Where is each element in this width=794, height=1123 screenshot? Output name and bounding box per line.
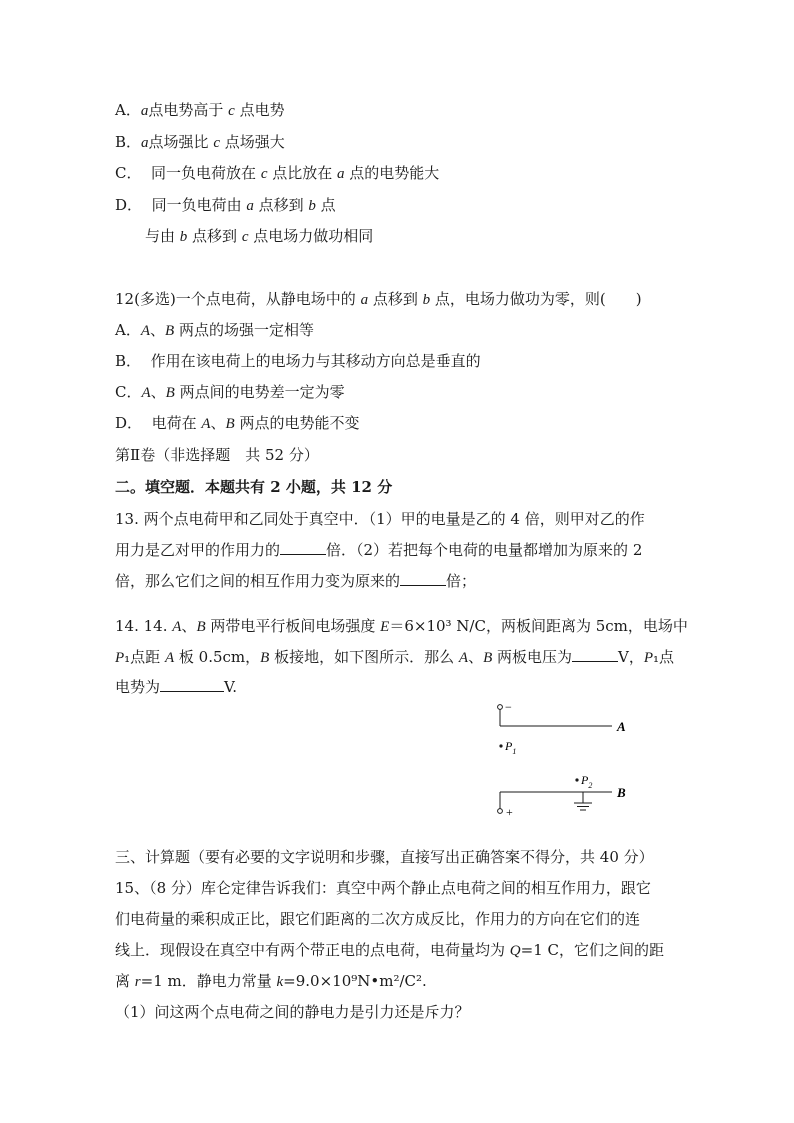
terminal-minus-sign: − bbox=[505, 700, 512, 714]
section-three-title: 三、计算题（要有必要的文字说明和步骤，直接写出正确答案不得分，共 40 分） bbox=[115, 848, 654, 866]
text-run: 线上．现假设在真空中有两个带正电的点电荷，电荷量均为 bbox=[115, 941, 510, 959]
text-run: 电荷在 bbox=[151, 414, 202, 432]
text-run: 同一负电荷放在 bbox=[151, 164, 261, 182]
math-variable: c bbox=[260, 166, 268, 182]
text-run: V， bbox=[618, 648, 644, 666]
math-variable: A bbox=[140, 323, 151, 339]
text-run: 两板电压为 bbox=[492, 648, 573, 666]
math-variable: A bbox=[458, 650, 469, 666]
q14-line-3: 电势为 V. bbox=[115, 678, 237, 696]
q13-line-3: 倍，那么它们之间的相互作用力变为原来的 倍； bbox=[115, 572, 477, 590]
q12-option-d: D． 电荷在 A、B 两点的电势能不变 bbox=[115, 414, 360, 432]
text-run: =1 C，它们之间的距 bbox=[520, 941, 664, 959]
math-variable: A bbox=[172, 619, 182, 635]
text-run: 点场强大 bbox=[219, 133, 285, 151]
math-variable: B bbox=[196, 619, 206, 635]
text-run: 板接地，如下图所示．那么 bbox=[269, 648, 459, 666]
text-run: 两点的场强一定相等 bbox=[174, 321, 314, 339]
text-run: 、 bbox=[150, 321, 166, 339]
q12-stem bbox=[115, 289, 642, 310]
q15-line-2: 们电荷量的乘积成正比，跟它们距离的二次方成反比，作用力的方向在它们的连 bbox=[115, 910, 641, 928]
q15-line-3 bbox=[115, 940, 664, 961]
math-variable: b bbox=[422, 292, 431, 308]
text-run: 两点间的电势差一定为零 bbox=[174, 383, 345, 401]
q14-blank-1[interactable] bbox=[572, 646, 618, 662]
text-run: 离 bbox=[115, 972, 135, 990]
terminal-plus-sign: + bbox=[506, 805, 513, 819]
text-run: ₁点 bbox=[653, 648, 675, 666]
text-run: 点的电势能大 bbox=[344, 164, 440, 182]
math-variable: B bbox=[165, 385, 175, 401]
q15-line-1: 15、（8 分）库仑定律告诉我们：真空中两个静止点电荷之间的相互作用力，跟它 bbox=[115, 879, 651, 897]
terminal-b-circle bbox=[498, 809, 503, 814]
math-variable: P bbox=[115, 650, 125, 666]
q11-option-d: D． 同一负电荷由 a 点移到 b 点 bbox=[115, 196, 336, 214]
q15-question-1: （1）问这两个点电荷之间的静电力是引力还是斥力？ bbox=[115, 1003, 470, 1021]
q13-blank-1[interactable] bbox=[280, 539, 326, 555]
q11-option-a: A．a点电势高于 c 点电势 bbox=[115, 101, 285, 119]
text-run: 点电势高于 bbox=[148, 101, 229, 119]
math-variable: a bbox=[141, 135, 149, 151]
text-run: 点，电场力做功为零，则( ) bbox=[430, 290, 642, 308]
plate-a-label: A bbox=[617, 719, 626, 734]
parallel-plates-figure bbox=[488, 700, 638, 822]
text-run: 点比放在 bbox=[267, 164, 338, 182]
text-run: 14. 14. bbox=[115, 617, 173, 635]
part-two-title: 第Ⅱ卷（非选择题 共 52 分） bbox=[115, 446, 319, 464]
plate-b-label: B bbox=[617, 785, 626, 800]
math-variable: B bbox=[483, 650, 493, 666]
math-variable: b bbox=[308, 198, 316, 214]
math-variable: B bbox=[165, 323, 175, 339]
math-variable: c bbox=[213, 135, 220, 151]
section-two-title: 二。填空题．本题共有 2 小题，共 12 分 bbox=[115, 478, 393, 496]
text-run: =9.0×10⁹N•m²/C². bbox=[283, 972, 427, 990]
math-variable: A bbox=[201, 416, 211, 432]
math-variable: A bbox=[141, 385, 151, 401]
math-variable: B bbox=[225, 416, 235, 432]
q11-option-c: C． 同一负电荷放在 c 点比放在 a 点的电势能大 bbox=[115, 164, 440, 182]
point-p1-label: $P_1$ bbox=[505, 739, 517, 756]
q11-option-d-continued bbox=[145, 226, 373, 247]
point-p2 bbox=[575, 778, 578, 781]
q12-option-a: A．A、B 两点的场强一定相等 bbox=[115, 321, 314, 339]
q13-line-1: 13. 两个点电荷甲和乙同处于真空中．（1）甲的电量是乙的 4 倍，则甲对乙的作 bbox=[115, 510, 645, 528]
text-run: 板 0.5cm， bbox=[174, 648, 261, 666]
q14-line-2 bbox=[115, 646, 674, 668]
q11-option-b: B．a点场强比 c 点场强大 bbox=[115, 133, 285, 151]
q14-line-1 bbox=[115, 616, 688, 637]
text-run: 点移到 bbox=[253, 196, 309, 214]
text-run: 点移到 bbox=[187, 227, 242, 245]
q12-option-b: B． 作用在该电荷上的电场力与其移动方向总是垂直的 bbox=[115, 352, 481, 370]
math-variable: c bbox=[241, 229, 249, 245]
text-run: 点场强比 bbox=[148, 133, 214, 151]
text-run: 点电场力做功相同 bbox=[248, 227, 374, 245]
point-p1 bbox=[499, 744, 502, 747]
text-run: ₁点距 bbox=[124, 648, 165, 666]
point-p2-label: $P_2$ bbox=[581, 773, 593, 790]
q13-line-2: 用力是乙对甲的作用力的 倍．（2）若把每个电荷的电量都增加为原来的 2 bbox=[115, 541, 643, 559]
ground-icon bbox=[574, 792, 592, 810]
text-run: 12(多选)一个点电荷，从静电场中的 bbox=[115, 290, 361, 308]
text-run: 、 bbox=[181, 617, 197, 635]
q15-line-4 bbox=[115, 971, 427, 992]
math-variable: Q bbox=[509, 943, 521, 959]
text-run: 点移到 bbox=[368, 290, 423, 308]
q14-blank-2[interactable] bbox=[160, 676, 224, 692]
math-variable: P bbox=[643, 650, 654, 666]
math-variable: B bbox=[260, 650, 270, 666]
math-variable: a bbox=[140, 103, 149, 119]
math-variable: k bbox=[276, 974, 284, 990]
q13-blank-2[interactable] bbox=[400, 570, 446, 586]
math-variable: c bbox=[228, 103, 235, 119]
text-run: 作用在该电荷上的电场力与其移动方向总是垂直的 bbox=[150, 352, 481, 370]
text-run: 两点的电势能不变 bbox=[234, 414, 360, 432]
terminal-a-circle bbox=[498, 705, 503, 710]
q12-option-c: C．A、B 两点间的电势差一定为零 bbox=[115, 383, 345, 401]
text-run: 点 bbox=[315, 196, 336, 214]
math-variable: a bbox=[360, 292, 369, 308]
math-variable: b bbox=[179, 229, 188, 245]
text-run: 、 bbox=[210, 414, 226, 432]
text-run: 、 bbox=[468, 648, 484, 666]
math-variable: a bbox=[337, 166, 345, 182]
text-run: 点电势 bbox=[234, 101, 285, 119]
math-variable: E bbox=[380, 619, 390, 635]
text-run: =1 m．静电力常量 bbox=[140, 972, 277, 990]
math-variable: A bbox=[164, 650, 175, 666]
text-run: 与由 bbox=[145, 227, 180, 245]
text-run: 同一负电荷由 bbox=[151, 196, 247, 214]
math-variable: r bbox=[134, 974, 141, 990]
text-run: 、 bbox=[150, 383, 166, 401]
text-run: ＝6×10³ N/C，两板间距离为 5cm，电场中 bbox=[389, 617, 688, 635]
math-variable: a bbox=[246, 198, 254, 214]
text-run: 两带电平行板间电场强度 bbox=[205, 617, 381, 635]
